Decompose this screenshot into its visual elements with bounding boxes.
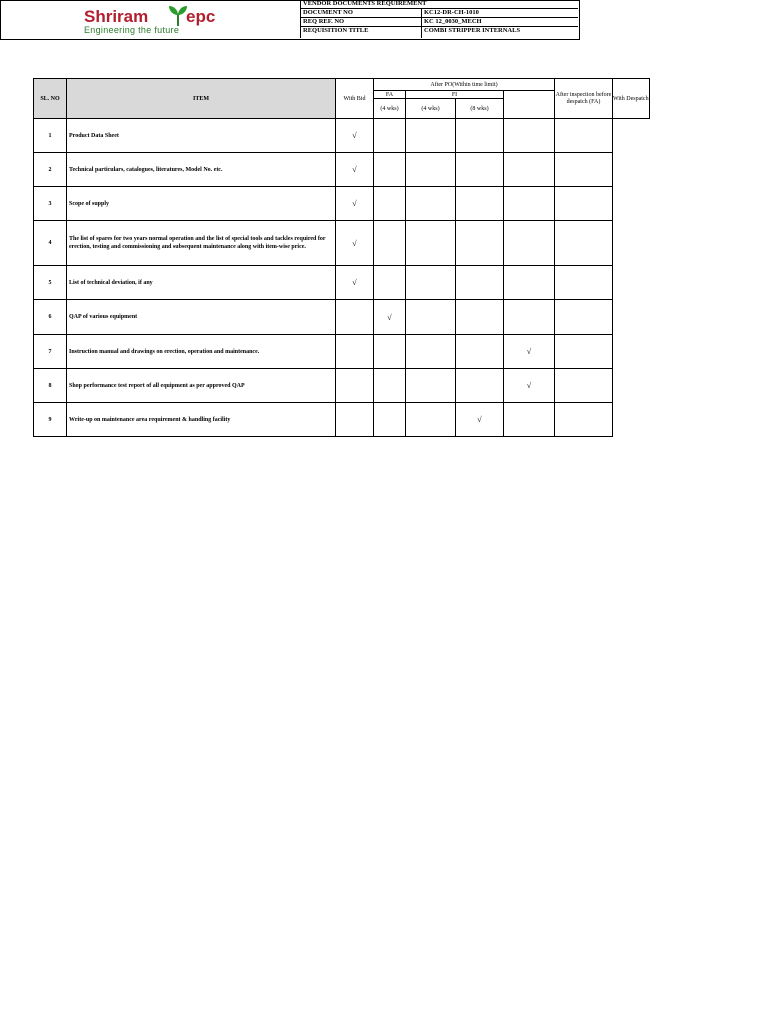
empty-cell: [456, 153, 504, 187]
row-sl-no: 5: [34, 266, 67, 300]
col-header-after-po: After PO(Within time limit): [374, 79, 555, 91]
col-header-with-despatch: With Despatch: [613, 79, 650, 119]
col-header-fi-weeks-a: (4 wks): [406, 99, 456, 119]
empty-cell: [504, 187, 555, 221]
empty-cell: [504, 221, 555, 266]
document-header: [0, 0, 580, 40]
empty-cell: [336, 300, 374, 335]
row-item: The list of spares for two years normal operation and the list of special tools and tackles required for erection, testing and commissioning and subsequent maintenance along with item-wise price.: [67, 221, 336, 266]
empty-cell: [406, 187, 456, 221]
empty-cell: [406, 266, 456, 300]
table-row: [34, 119, 650, 153]
empty-cell: [336, 403, 374, 437]
empty-cell: [456, 266, 504, 300]
col-header-item: ITEM: [67, 79, 336, 119]
empty-cell: [374, 221, 406, 266]
empty-cell: [555, 300, 613, 335]
empty-cell: [456, 335, 504, 369]
table-row: [34, 335, 650, 369]
row-item: List of technical deviation, if any: [67, 266, 336, 300]
table-row: [34, 221, 650, 266]
doc-title-row: [301, 0, 578, 9]
row-sl-no: 1: [34, 119, 67, 153]
col-header-after-inspection: After inspection before despatch (FA): [555, 79, 613, 119]
row-item: Instruction manual and drawings on erection, operation and maintenance.: [67, 335, 336, 369]
doc-field-label: REQ REF. NO: [303, 18, 345, 25]
row-sl-no: 6: [34, 300, 67, 335]
col-header-fa-weeks: (4 wks): [374, 99, 406, 119]
leaf-icon: [168, 4, 188, 26]
row-sl-no: 7: [34, 335, 67, 369]
empty-cell: [555, 369, 613, 403]
logo-name: Shriram: [84, 7, 149, 26]
check-mark: √: [374, 300, 406, 335]
empty-cell: [555, 187, 613, 221]
empty-cell: [406, 403, 456, 437]
doc-field-row: [301, 9, 578, 18]
check-mark: √: [336, 221, 374, 266]
row-item: Technical particulars, catalogues, literatures, Model No. etc.: [67, 153, 336, 187]
table-row: [34, 403, 650, 437]
empty-cell: [504, 266, 555, 300]
empty-cell: [456, 187, 504, 221]
empty-cell: [374, 119, 406, 153]
check-mark: √: [504, 335, 555, 369]
empty-cell: [406, 153, 456, 187]
empty-cell: [374, 369, 406, 403]
empty-cell: [336, 335, 374, 369]
row-item: Scope of supply: [67, 187, 336, 221]
empty-cell: [406, 300, 456, 335]
logo-cell: [0, 0, 301, 38]
empty-cell: [555, 221, 613, 266]
row-sl-no: 4: [34, 221, 67, 266]
empty-cell: [504, 300, 555, 335]
empty-cell: [555, 403, 613, 437]
empty-cell: [456, 119, 504, 153]
col-header-with-bid: With Bid: [336, 79, 374, 119]
doc-field-value: KC12-DR-CH-1010: [424, 9, 479, 16]
empty-cell: [336, 369, 374, 403]
table-row: [34, 187, 650, 221]
row-item: Write-up on maintenance area requirement & handling facility: [67, 403, 336, 437]
table-row: [34, 369, 650, 403]
col-header-fi-weeks-b: (8 wks): [456, 99, 504, 119]
doc-title: VENDOR DOCUMENTS REQUIREMENT: [303, 0, 427, 7]
empty-cell: [374, 187, 406, 221]
empty-cell: [406, 119, 456, 153]
empty-cell: [456, 221, 504, 266]
empty-cell: [406, 369, 456, 403]
empty-cell: [374, 153, 406, 187]
empty-cell: [504, 403, 555, 437]
col-header-fi: FI: [406, 91, 504, 99]
empty-cell: [406, 335, 456, 369]
doc-field-value: KC 12_0030_MECH: [424, 18, 482, 25]
empty-cell: [374, 266, 406, 300]
row-sl-no: 3: [34, 187, 67, 221]
table-row: [34, 153, 650, 187]
field-divider: [421, 9, 422, 38]
col-header-sl: SL. NO: [34, 79, 67, 119]
check-mark: √: [456, 403, 504, 437]
requirements-table: [33, 78, 650, 437]
logo-suffix: epc: [186, 7, 216, 26]
empty-cell: [406, 221, 456, 266]
row-item: Shop performance test report of all equipment as per approved QAP: [67, 369, 336, 403]
doc-field-value: COMBI STRIPPER INTERNALS: [424, 27, 521, 34]
empty-cell: [555, 119, 613, 153]
table-row: [34, 300, 650, 335]
check-mark: √: [336, 187, 374, 221]
row-sl-no: 2: [34, 153, 67, 187]
empty-cell: [555, 153, 613, 187]
check-mark: √: [336, 119, 374, 153]
row-sl-no: 8: [34, 369, 67, 403]
doc-field-label: REQUISITION TITLE: [303, 27, 369, 34]
check-mark: √: [336, 266, 374, 300]
empty-cell: [504, 153, 555, 187]
empty-cell: [374, 403, 406, 437]
col-header-fa: FA: [374, 91, 406, 99]
empty-cell: [555, 266, 613, 300]
table-row: [34, 266, 650, 300]
logo-tagline: Engineering the future: [84, 25, 180, 35]
doc-field-label: DOCUMENT NO: [303, 9, 353, 16]
check-mark: √: [504, 369, 555, 403]
row-item: QAP of various equipment: [67, 300, 336, 335]
doc-field-row: [301, 18, 578, 27]
doc-field-row: [301, 27, 578, 36]
empty-cell: [456, 369, 504, 403]
table-body: [34, 119, 650, 437]
empty-cell: [456, 300, 504, 335]
row-sl-no: 9: [34, 403, 67, 437]
empty-cell: [555, 335, 613, 369]
empty-cell: [374, 335, 406, 369]
check-mark: √: [336, 153, 374, 187]
empty-cell: [504, 119, 555, 153]
row-item: Product Data Sheet: [67, 119, 336, 153]
